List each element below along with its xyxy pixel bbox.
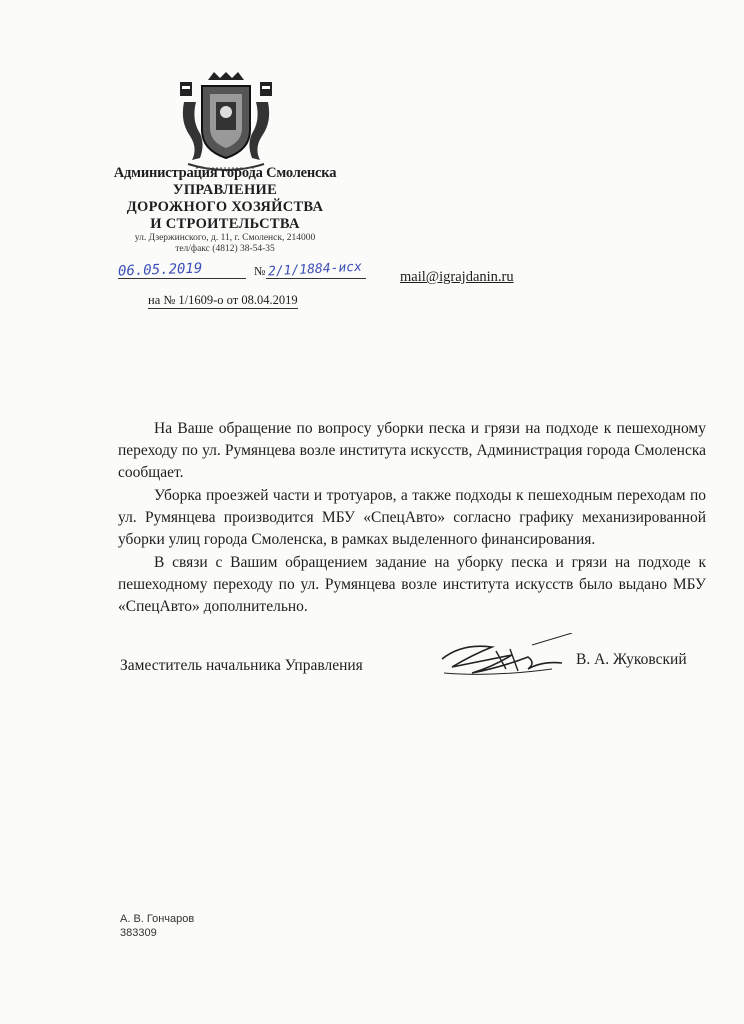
- signature-block: [120, 645, 710, 695]
- phone-fax: тел/факс (4812) 38-54-35: [175, 244, 275, 254]
- reference-text: на № 1/1609-о от 08.04.2019: [148, 293, 298, 307]
- registration-number: 2/1/1884-исх: [267, 259, 363, 280]
- signatory-title: Заместитель начальника Управления: [120, 657, 363, 674]
- executor-name: А. В. Гончаров: [120, 913, 195, 925]
- handwritten-signature: [432, 633, 582, 683]
- number-sign: №: [254, 264, 266, 278]
- body-paragraph: На Ваше обращение по вопросу уборки песка и грязи на подходе к пешеходному переходу по ул. Румянцева возле института искусств, Администрация города Смоленска сообщает.: [118, 420, 706, 481]
- number-underline: [266, 278, 366, 279]
- address: ул. Дзержинского, д. 11, г. Смоленск, 214000: [134, 233, 316, 243]
- letterhead: [100, 165, 350, 255]
- signatory-name: В. А. Жуковский: [576, 651, 687, 668]
- executor-info: [120, 912, 194, 940]
- recipient-email: mail@igrajdanin.ru: [400, 269, 514, 285]
- letter-body: [118, 418, 706, 619]
- coat-of-arms-icon: [178, 72, 274, 176]
- department-name-line-2: ДОРОЖНОГО ХОЗЯЙСТВА: [126, 199, 324, 215]
- date-underline: [118, 278, 246, 279]
- department-name-line-1: УПРАВЛЕНИЕ: [172, 182, 278, 198]
- department-name-line-3: И СТРОИТЕЛЬСТВА: [150, 216, 300, 232]
- executor-phone: 383309: [120, 927, 157, 939]
- registration-date: 06.05.2019: [117, 260, 203, 280]
- body-paragraph: Уборка проезжей части и тротуаров, а также подходы к пешеходным переходам по ул. Румянцева производится МБУ «СпецАвто» согласно графику механизированной уборки улиц города Смоленска, в рамках выделенного финансирования.: [118, 487, 706, 548]
- reference-line: [148, 293, 298, 309]
- registration-line: [117, 259, 368, 284]
- body-paragraph: В связи с Вашим обращением задание на уборку песка и грязи на подходе к пешеходному переходу по ул. Румянцева возле института искусств было выдано МБУ «СпецАвто» дополнительно.: [118, 554, 706, 615]
- organization-name: Администрация города Смоленска: [113, 165, 337, 181]
